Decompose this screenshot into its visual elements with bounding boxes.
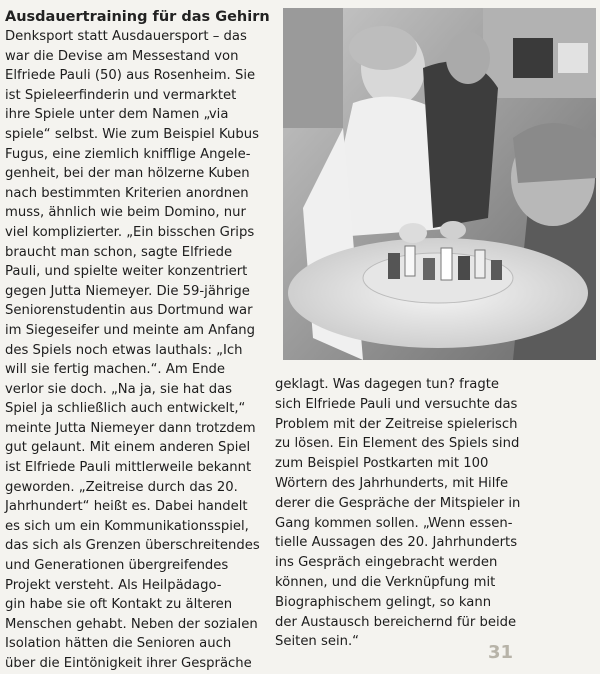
text-line: verlor sie doch. „Na ja, sie hat das — [5, 381, 233, 397]
text-line: ist Elfriede Pauli mittlerweile bekannt — [5, 460, 252, 476]
text-line: Menschen gehabt. Neben der sozialen — [5, 616, 258, 632]
page-number: 31 — [488, 642, 514, 663]
text-line: war die Devise am Messestand von — [5, 48, 239, 64]
text-line: meinte Jutta Niemeyer dann trotzdem — [5, 420, 256, 436]
text-line: geklagt. Was dagegen tun? fragte — [275, 377, 499, 392]
text-line: der Austausch bereichernd für beide — [275, 614, 517, 630]
text-line: im Siegeseifer und meinte am Anfang — [5, 322, 256, 338]
left-column — [5, 8, 270, 674]
text-line: Fugus, eine ziemlich knifflige Angele- — [5, 146, 251, 162]
left-column-text — [5, 27, 267, 674]
text-line: Jahrhundert“ heißt es. Dabei handelt — [5, 499, 248, 515]
text-line: sich Elfriede Pauli und versuchte das — [275, 396, 518, 412]
text-line: zu lösen. Ein Element des Spiels sind — [275, 436, 520, 452]
text-line: Pauli, und spielte weiter konzentriert — [5, 264, 248, 280]
text-line: gin habe sie oft Kontakt zu älteren — [5, 597, 233, 613]
text-line: über die Eintönigkeit ihrer Gespräche — [5, 656, 252, 671]
text-line: geworden. „Zeitreise durch das 20. — [5, 479, 238, 495]
text-line: Biographischem gelingt, so kann — [275, 594, 492, 610]
text-line: derer die Gespräche der Mitspieler in — [275, 495, 521, 511]
text-line: des Spiels noch etwas lauthals: „Ich — [5, 342, 243, 358]
text-line: genheit, bei der man hölzerne Kuben — [5, 166, 250, 182]
text-line: Gang kommen sollen. „Wenn essen- — [275, 515, 513, 531]
text-line: gut gelaunt. Mit einem anderen Spiel — [5, 440, 251, 456]
text-line: nach bestimmten Kriterien anordnen — [5, 185, 249, 201]
text-line: das sich als Grenzen überschreitendes — [5, 538, 260, 554]
text-line: Denksport statt Ausdauersport – das — [5, 29, 247, 44]
text-line: spiele“ selbst. Wie zum Beispiel Kubus — [5, 126, 259, 142]
right-column-text — [275, 375, 595, 652]
text-line: Projekt versteht. Als Heilpädago- — [5, 577, 222, 593]
text-line: zum Beispiel Postkarten mit 100 — [275, 456, 489, 472]
text-line: Isolation hätten die Senioren auch — [5, 636, 232, 652]
text-line: braucht man schon, sagte Elfriede — [5, 244, 233, 260]
text-line: gegen Jutta Niemeyer. Die 59-jährige — [5, 283, 250, 299]
text-line: Elfriede Pauli (50) aus Rosenheim. Sie — [5, 68, 256, 84]
text-line: Wörtern des Jahrhunderts, mit Hilfe — [275, 475, 509, 491]
text-line: können, und die Verknüpfung mit — [275, 574, 496, 590]
text-line: ins Gespräch eingebracht werden — [275, 555, 498, 571]
text-line: Seniorenstudentin aus Dortmund war — [5, 303, 253, 319]
text-line: ist Spieleerfinderin und vermarktet — [5, 87, 237, 103]
text-line: Spiel ja schließlich auch entwickelt,“ — [5, 401, 246, 417]
photo-players-at-game-table — [283, 8, 596, 360]
text-line: viel komplizierter. „Ein bisschen Grips — [5, 224, 255, 240]
text-line: und Generationen übergreifendes — [5, 558, 229, 574]
text-line: ihre Spiele unter dem Namen „via — [5, 107, 229, 123]
article-headline: Ausdauertraining für das Gehirn — [5, 9, 270, 25]
text-line: tielle Aussagen des 20. Jahrhunderts — [275, 535, 518, 551]
right-column — [275, 375, 595, 652]
text-line: will sie fertig machen.“. Am Ende — [5, 362, 226, 378]
text-line: muss, ähnlich wie beim Domino, nur — [5, 205, 246, 221]
article-photo — [283, 8, 596, 360]
text-line: Problem mit der Zeitreise spielerisch — [275, 416, 518, 432]
text-line: Seiten sein.“ — [275, 634, 360, 650]
text-line: es sich um ein Kommunikationsspiel, — [5, 518, 249, 534]
